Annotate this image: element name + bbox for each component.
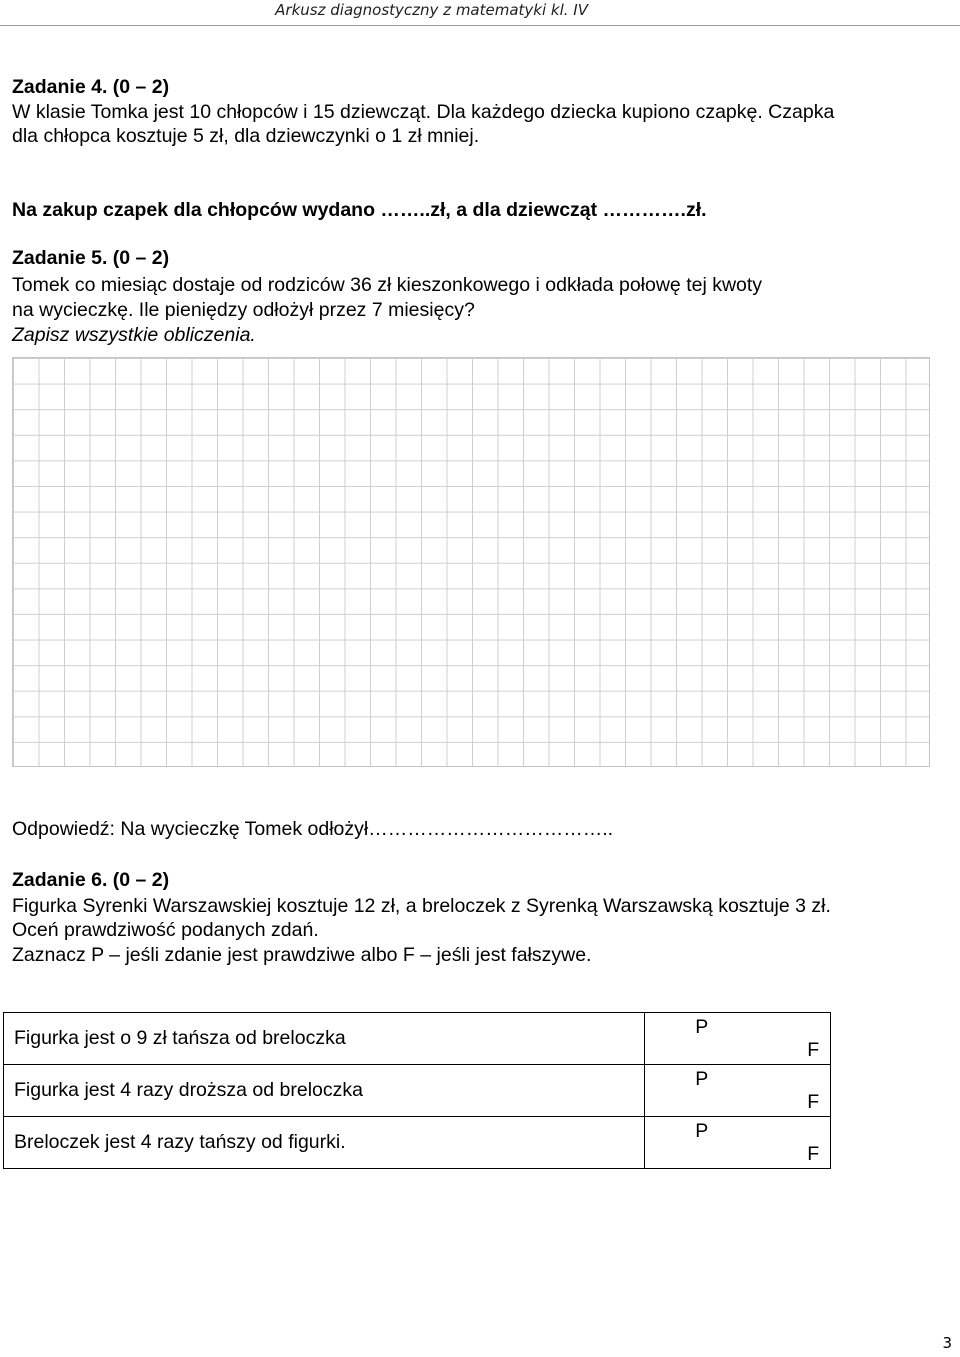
table-row xyxy=(4,1065,831,1117)
task5-instruction: Zapisz wszystkie obliczenia. xyxy=(12,324,256,346)
statement-cell: Figurka jest 4 razy droższa od breloczka xyxy=(4,1065,645,1117)
statement-cell: Breloczek jest 4 razy tańszy od figurki. xyxy=(4,1117,645,1169)
task5-answer-line[interactable]: Odpowiedź: Na wycieczkę Tomek odłożył……………………………….. xyxy=(12,818,614,840)
task6-text-line1: Figurka Syrenki Warszawskiej kosztuje 12 zł, a breloczek z Syrenką Warszawską kosztuje 3 zł. xyxy=(12,895,831,917)
option-f[interactable]: F xyxy=(807,1142,820,1165)
true-false-table xyxy=(3,1012,831,1169)
table-row xyxy=(4,1117,831,1169)
task5-heading: Zadanie 5. (0 – 2) xyxy=(12,247,170,269)
option-p-cell[interactable] xyxy=(645,1013,831,1065)
option-p-cell[interactable] xyxy=(645,1065,831,1117)
task6-text-line3: Zaznacz P – jeśli zdanie jest prawdziwe albo F – jeśli jest fałszywe. xyxy=(12,944,592,966)
option-p-cell[interactable] xyxy=(645,1117,831,1169)
task5-text-line2: na wycieczkę. Ile pieniędzy odłożył przez 7 miesięcy? xyxy=(12,299,475,321)
page-number: 3 xyxy=(942,1334,952,1352)
task6-text-line2: Oceń prawdziwość podanych zdań. xyxy=(12,919,319,941)
task4-heading: Zadanie 4. (0 – 2) xyxy=(12,76,170,98)
option-p[interactable]: P xyxy=(695,1119,709,1142)
table-row xyxy=(4,1013,831,1065)
task4-text-line1: W klasie Tomka jest 10 chłopców i 15 dziewcząt. Dla każdego dziecka kupiono czapkę. Czapka xyxy=(12,101,835,123)
option-f[interactable]: F xyxy=(807,1038,820,1061)
page-header: Arkusz diagnostyczny z matematyki kl. IV xyxy=(275,1,588,19)
task6-heading: Zadanie 6. (0 – 2) xyxy=(12,869,170,891)
option-f[interactable]: F xyxy=(807,1090,820,1113)
task5-text-line1: Tomek co miesiąc dostaje od rodziców 36 zł kieszonkowego i odkłada połowę tej kwoty xyxy=(12,274,763,296)
header-divider xyxy=(0,25,960,26)
task4-answer-line[interactable]: Na zakup czapek dla chłopców wydano ……..zł, a dla dziewcząt ………….zł. xyxy=(12,199,707,221)
task4-text-line2: dla chłopca kosztuje 5 zł, dla dziewczynki o 1 zł mniej. xyxy=(12,125,480,147)
option-p[interactable]: P xyxy=(695,1067,709,1090)
statement-cell: Figurka jest o 9 zł tańsza od breloczka xyxy=(4,1013,645,1065)
option-p[interactable]: P xyxy=(695,1015,709,1038)
calculation-grid[interactable] xyxy=(12,357,930,767)
